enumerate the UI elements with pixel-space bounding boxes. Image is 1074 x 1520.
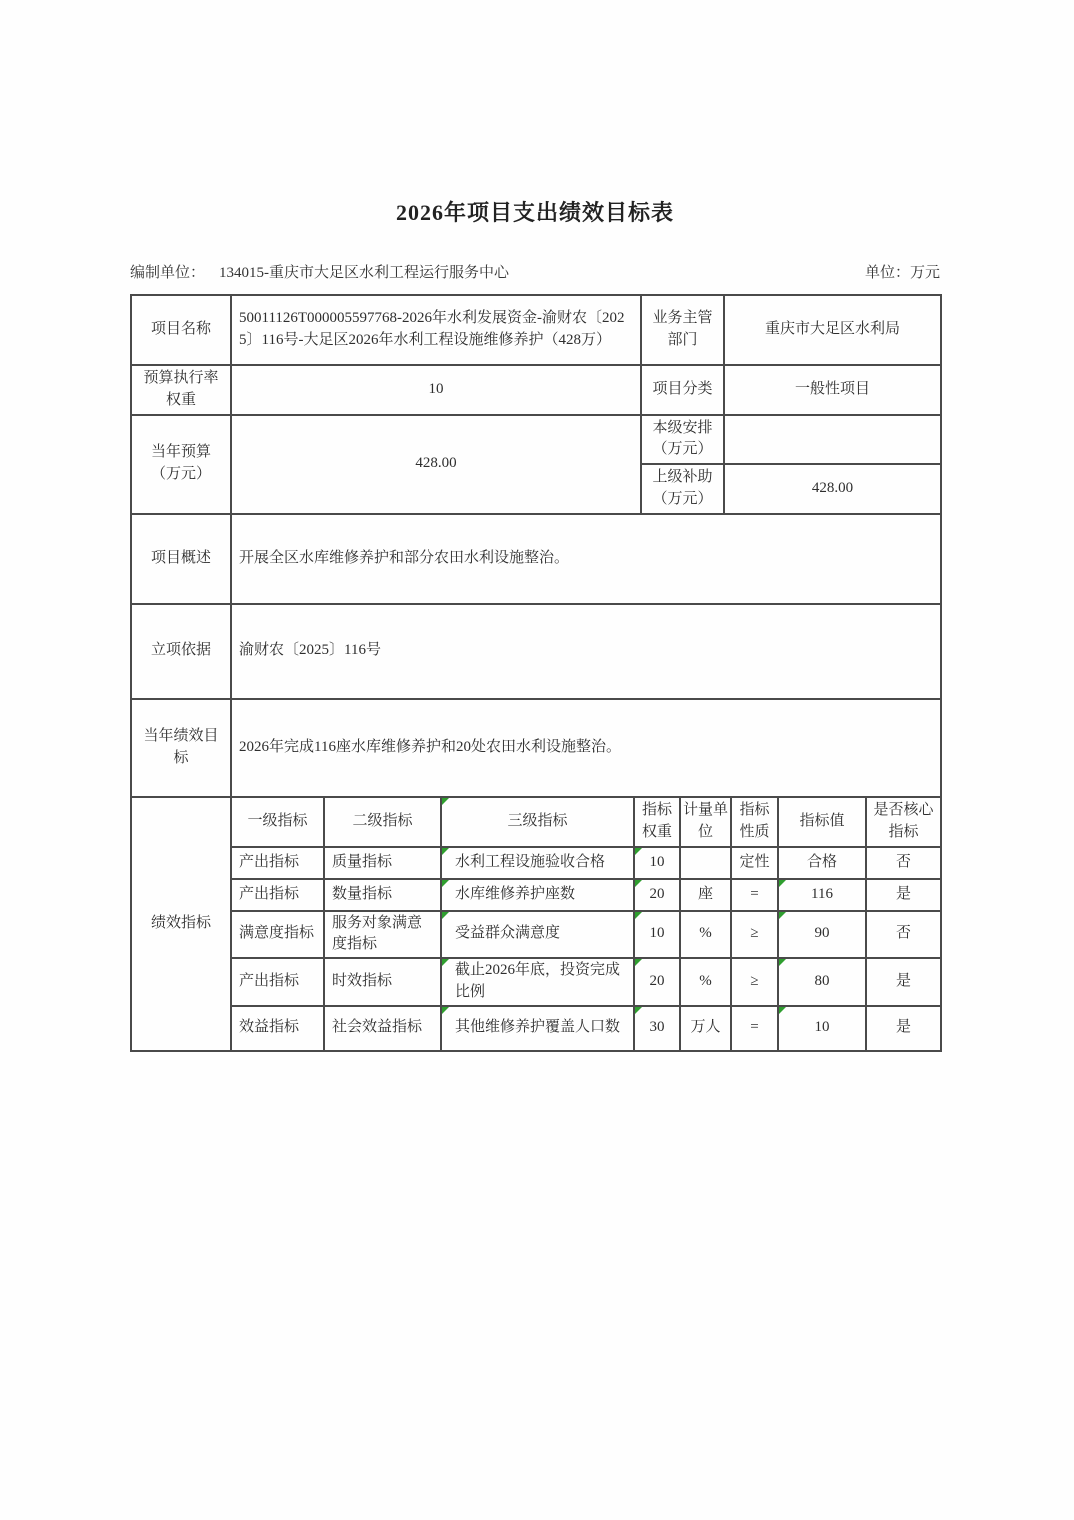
- header-value: 指标值: [778, 797, 866, 847]
- year-budget-value: 428.00: [231, 415, 641, 514]
- header-level2: 二级指标: [324, 797, 441, 847]
- dept-label: 业务主管部门: [641, 295, 724, 365]
- indicator-cell-unit: [680, 847, 731, 879]
- indicator-cell-l3: 水库维修养护座数: [441, 879, 634, 911]
- superior-subsidy-label: 上级补助（万元）: [641, 464, 724, 514]
- indicator-cell-l3: 受益群众满意度: [441, 911, 634, 959]
- number-as-text-marker: [635, 912, 642, 919]
- indicator-cell-unit: 座: [680, 879, 731, 911]
- indicator-cell-value: 10: [778, 1006, 866, 1051]
- number-as-text-marker: [635, 959, 642, 966]
- prepared-by-value: 134015-重庆市大足区水利工程运行服务中心: [219, 265, 510, 281]
- project-name-label: 项目名称: [131, 295, 231, 365]
- indicator-row: [131, 1006, 941, 1051]
- year-budget-label: 当年预算（万元）: [131, 415, 231, 514]
- indicator-cell-nature: 定性: [731, 847, 778, 879]
- indicator-cell-weight: 20: [634, 879, 680, 911]
- indicator-cell-core: 否: [866, 847, 941, 879]
- indicators-table: [130, 796, 942, 1052]
- number-as-text-marker: [442, 1007, 449, 1014]
- indicator-cell-weight: 20: [634, 958, 680, 1006]
- indicator-cell-core: 是: [866, 1006, 941, 1051]
- page-title: 2026年项目支出绩效目标表: [395, 200, 674, 225]
- indicator-cell-nature: =: [731, 879, 778, 911]
- indicator-cell-unit: 万人: [680, 1006, 731, 1051]
- indicator-cell-core: 否: [866, 911, 941, 959]
- header-level3: 三级指标: [441, 797, 634, 847]
- goal-value: 2026年完成116座水库维修养护和20处农田水利设施整治。: [231, 699, 941, 797]
- unit-note: 单位：万元: [864, 265, 940, 281]
- indicator-cell-weight: 10: [634, 847, 680, 879]
- indicator-cell-nature: ≥: [731, 958, 778, 1006]
- header-core: 是否核心指标: [866, 797, 941, 847]
- overview-label: 项目概述: [131, 514, 231, 604]
- dept-value: 重庆市大足区水利局: [724, 295, 941, 365]
- number-as-text-marker: [779, 912, 786, 919]
- goal-label: 当年绩效目标: [131, 699, 231, 797]
- indicator-cell-core: 是: [866, 958, 941, 1006]
- indicators-section-label: 绩效指标: [131, 797, 231, 1051]
- local-arrangement-label: 本级安排（万元）: [641, 415, 724, 465]
- indicator-cell-l1: 产出指标: [231, 847, 324, 879]
- meta-row: [130, 261, 940, 282]
- indicator-row: [131, 911, 941, 959]
- category-value: 一般性项目: [724, 365, 941, 415]
- header-weight: 指标权重: [634, 797, 680, 847]
- number-as-text-marker: [442, 959, 449, 966]
- header-nature: 指标性质: [731, 797, 778, 847]
- indicator-cell-value: 80: [778, 958, 866, 1006]
- indicator-cell-l2: 时效指标: [324, 958, 441, 1006]
- number-as-text-marker: [442, 848, 449, 855]
- number-as-text-marker: [635, 848, 642, 855]
- indicator-cell-value: 合格: [778, 847, 866, 879]
- budget-rate-label: 预算执行率权重: [131, 365, 231, 415]
- indicator-cell-value: 116: [778, 879, 866, 911]
- indicator-cell-l2: 数量指标: [324, 879, 441, 911]
- indicator-cell-l1: 产出指标: [231, 879, 324, 911]
- indicator-cell-l1: 效益指标: [231, 1006, 324, 1051]
- indicator-cell-l1: 产出指标: [231, 958, 324, 1006]
- indicator-cell-l3: 截止2026年底，投资完成比例: [441, 958, 634, 1006]
- number-as-text-marker: [442, 798, 449, 805]
- indicator-row: [131, 847, 941, 879]
- project-info-table: [130, 294, 942, 798]
- indicator-cell-l3: 其他维修养护覆盖人口数: [441, 1006, 634, 1051]
- number-as-text-marker: [442, 912, 449, 919]
- prepared-by-label: 编制单位：: [130, 265, 206, 281]
- indicator-cell-l2: 社会效益指标: [324, 1006, 441, 1051]
- basis-label: 立项依据: [131, 604, 231, 699]
- category-label: 项目分类: [641, 365, 724, 415]
- number-as-text-marker: [635, 880, 642, 887]
- indicator-cell-weight: 10: [634, 911, 680, 959]
- indicator-cell-nature: =: [731, 1006, 778, 1051]
- indicator-cell-l2: 质量指标: [324, 847, 441, 879]
- number-as-text-marker: [779, 1007, 786, 1014]
- indicator-row: [131, 958, 941, 1006]
- prepared-by: [130, 261, 509, 282]
- indicator-cell-unit: %: [680, 911, 731, 959]
- number-as-text-marker: [779, 880, 786, 887]
- indicator-cell-unit: %: [680, 958, 731, 1006]
- superior-subsidy-value: 428.00: [724, 464, 941, 514]
- indicator-cell-value: 90: [778, 911, 866, 959]
- header-level1: 一级指标: [231, 797, 324, 847]
- number-as-text-marker: [779, 959, 786, 966]
- local-arrangement-value: [724, 415, 941, 465]
- number-as-text-marker: [442, 880, 449, 887]
- indicator-cell-weight: 30: [634, 1006, 680, 1051]
- indicator-cell-l3: 水利工程设施验收合格: [441, 847, 634, 879]
- indicator-cell-l2: 服务对象满意度指标: [324, 911, 441, 959]
- header-unit: 计量单位: [680, 797, 731, 847]
- basis-value: 渝财农〔2025〕116号: [231, 604, 941, 699]
- number-as-text-marker: [635, 1007, 642, 1014]
- budget-rate-value: 10: [231, 365, 641, 415]
- indicator-cell-nature: ≥: [731, 911, 778, 959]
- indicator-cell-core: 是: [866, 879, 941, 911]
- overview-value: 开展全区水库维修养护和部分农田水利设施整治。: [231, 514, 941, 604]
- indicator-row: [131, 879, 941, 911]
- indicator-cell-l1: 满意度指标: [231, 911, 324, 959]
- project-name-value: 50011126T000005597768-2026年水利发展资金-渝财农〔2025〕116号-大足区2026年水利工程设施维修养护（428万）: [231, 295, 641, 365]
